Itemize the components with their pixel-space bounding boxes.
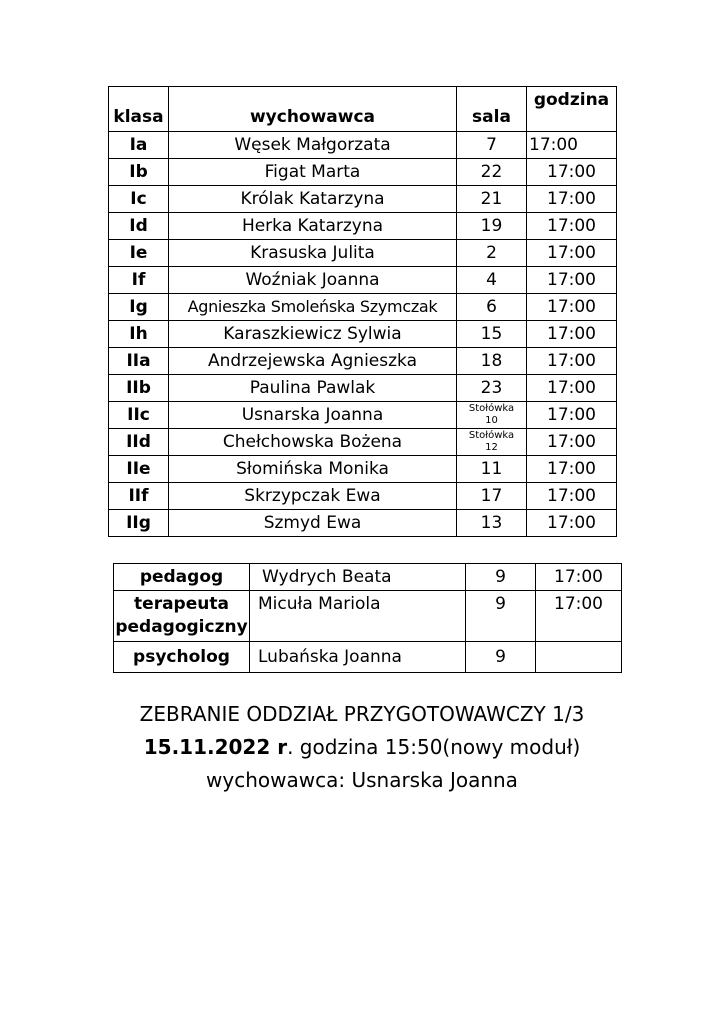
table-row	[114, 564, 622, 591]
table-row	[109, 213, 617, 240]
cell-name: Wydrych Beata	[250, 564, 466, 591]
class-schedule-table	[108, 86, 617, 537]
cell-klasa: Ih	[109, 321, 169, 348]
cell-sala	[457, 429, 527, 456]
cell-godzina: 17:00	[527, 294, 617, 321]
cell-role: psycholog	[114, 641, 250, 672]
table-row	[114, 591, 622, 642]
cell-godzina: 17:00	[527, 213, 617, 240]
cell-klasa: Ic	[109, 186, 169, 213]
table-row	[109, 267, 617, 294]
table-row	[109, 375, 617, 402]
sala-number: 12	[485, 442, 498, 453]
cell-wychowawca: Andrzejewska Agnieszka	[169, 348, 457, 375]
cell-wychowawca: Usnarska Joanna	[169, 402, 457, 429]
table-row	[109, 321, 617, 348]
cell-godzina: 17:00	[527, 321, 617, 348]
cell-sala: 9	[466, 591, 536, 642]
sala-number: 10	[485, 415, 498, 426]
cell-klasa: Ib	[109, 159, 169, 186]
table-row	[114, 641, 622, 672]
meeting-announcement	[0, 698, 724, 797]
announcement-teacher: wychowawca: Usnarska Joanna	[206, 768, 518, 792]
cell-godzina: 17:00	[527, 375, 617, 402]
cell-godzina: 17:00	[536, 564, 622, 591]
cell-name: Micuła Mariola	[250, 591, 466, 642]
cell-klasa: If	[109, 267, 169, 294]
cell-godzina: 17:00	[527, 483, 617, 510]
cell-wychowawca: Słomińska Monika	[169, 456, 457, 483]
cell-wychowawca: Węsek Małgorzata	[169, 132, 457, 159]
cell-name: Lubańska Joanna	[250, 641, 466, 672]
header-klasa: klasa	[109, 87, 169, 132]
cell-godzina: 17:00	[527, 402, 617, 429]
cell-sala: 9	[466, 564, 536, 591]
table-row	[109, 186, 617, 213]
header-godzina: godzina	[527, 87, 617, 132]
cell-godzina: 17:00	[527, 159, 617, 186]
cell-sala: 18	[457, 348, 527, 375]
table-row	[109, 510, 617, 537]
cell-sala: 2	[457, 240, 527, 267]
cell-wychowawca: Karaszkiewicz Sylwia	[169, 321, 457, 348]
meeting-time: . godzina 15:50(nowy moduł)	[287, 735, 581, 759]
cell-wychowawca: Agnieszka Smoleńska Szymczak	[169, 294, 457, 321]
cell-godzina: 17:00	[527, 348, 617, 375]
cell-role: pedagog	[114, 564, 250, 591]
cell-wychowawca: Herka Katarzyna	[169, 213, 457, 240]
cell-godzina: 17:00	[527, 429, 617, 456]
cell-sala: 11	[457, 456, 527, 483]
cell-godzina: 17:00	[527, 456, 617, 483]
cell-klasa: IIe	[109, 456, 169, 483]
table-row	[109, 483, 617, 510]
cell-sala: 17	[457, 483, 527, 510]
cell-sala: 23	[457, 375, 527, 402]
cell-wychowawca: Chełchowska Bożena	[169, 429, 457, 456]
cell-klasa: IIa	[109, 348, 169, 375]
sala-label: Stołówka	[468, 402, 515, 414]
announcement-title: ZEBRANIE ODDZIAŁ PRZYGOTOWAWCZY 1/3	[139, 702, 585, 726]
table-row	[109, 132, 617, 159]
cell-klasa: Id	[109, 213, 169, 240]
table-row	[109, 348, 617, 375]
cell-sala: 9	[466, 641, 536, 672]
cell-sala: 22	[457, 159, 527, 186]
sala-label: Stołówka	[468, 429, 515, 441]
cell-wychowawca: Królak Katarzyna	[169, 186, 457, 213]
cell-sala: 19	[457, 213, 527, 240]
cell-sala: 15	[457, 321, 527, 348]
cell-wychowawca: Skrzypczak Ewa	[169, 483, 457, 510]
cell-sala: 4	[457, 267, 527, 294]
cell-godzina: 17:00	[527, 267, 617, 294]
specialist-staff-table	[113, 563, 622, 673]
cell-wychowawca: Szmyd Ewa	[169, 510, 457, 537]
cell-klasa: IIg	[109, 510, 169, 537]
cell-wychowawca: Krasuska Julita	[169, 240, 457, 267]
table-row	[109, 159, 617, 186]
cell-godzina: 17:00	[527, 132, 617, 159]
cell-klasa: IIb	[109, 375, 169, 402]
cell-wychowawca: Paulina Pawlak	[169, 375, 457, 402]
cell-godzina: 17:00	[527, 186, 617, 213]
table-row	[109, 402, 617, 429]
table-header-row	[109, 87, 617, 132]
table-row	[109, 456, 617, 483]
cell-godzina: 17:00	[536, 591, 622, 642]
meeting-date: 15.11.2022	[143, 735, 271, 759]
meeting-date-suffix: r	[270, 735, 288, 759]
cell-klasa: IId	[109, 429, 169, 456]
header-wychowawca: wychowawca	[169, 87, 457, 132]
header-sala: sala	[457, 87, 527, 132]
cell-wychowawca: Figat Marta	[169, 159, 457, 186]
cell-wychowawca: Woźniak Joanna	[169, 267, 457, 294]
table-row	[109, 429, 617, 456]
role-line-2: pedagogiczny	[115, 616, 248, 637]
cell-sala: 13	[457, 510, 527, 537]
cell-godzina: 17:00	[527, 240, 617, 267]
table-row	[109, 240, 617, 267]
cell-klasa: Ie	[109, 240, 169, 267]
cell-role	[114, 591, 250, 642]
table-row	[109, 294, 617, 321]
role-line-1: terapeuta	[134, 594, 229, 614]
cell-klasa: Ia	[109, 132, 169, 159]
cell-klasa: IIf	[109, 483, 169, 510]
cell-godzina: 17:00	[527, 510, 617, 537]
cell-sala: 7	[457, 132, 527, 159]
cell-godzina	[536, 641, 622, 672]
cell-klasa: Ig	[109, 294, 169, 321]
cell-klasa: IIc	[109, 402, 169, 429]
cell-sala: 6	[457, 294, 527, 321]
cell-sala	[457, 402, 527, 429]
cell-sala: 21	[457, 186, 527, 213]
announcement-datetime	[0, 731, 724, 764]
